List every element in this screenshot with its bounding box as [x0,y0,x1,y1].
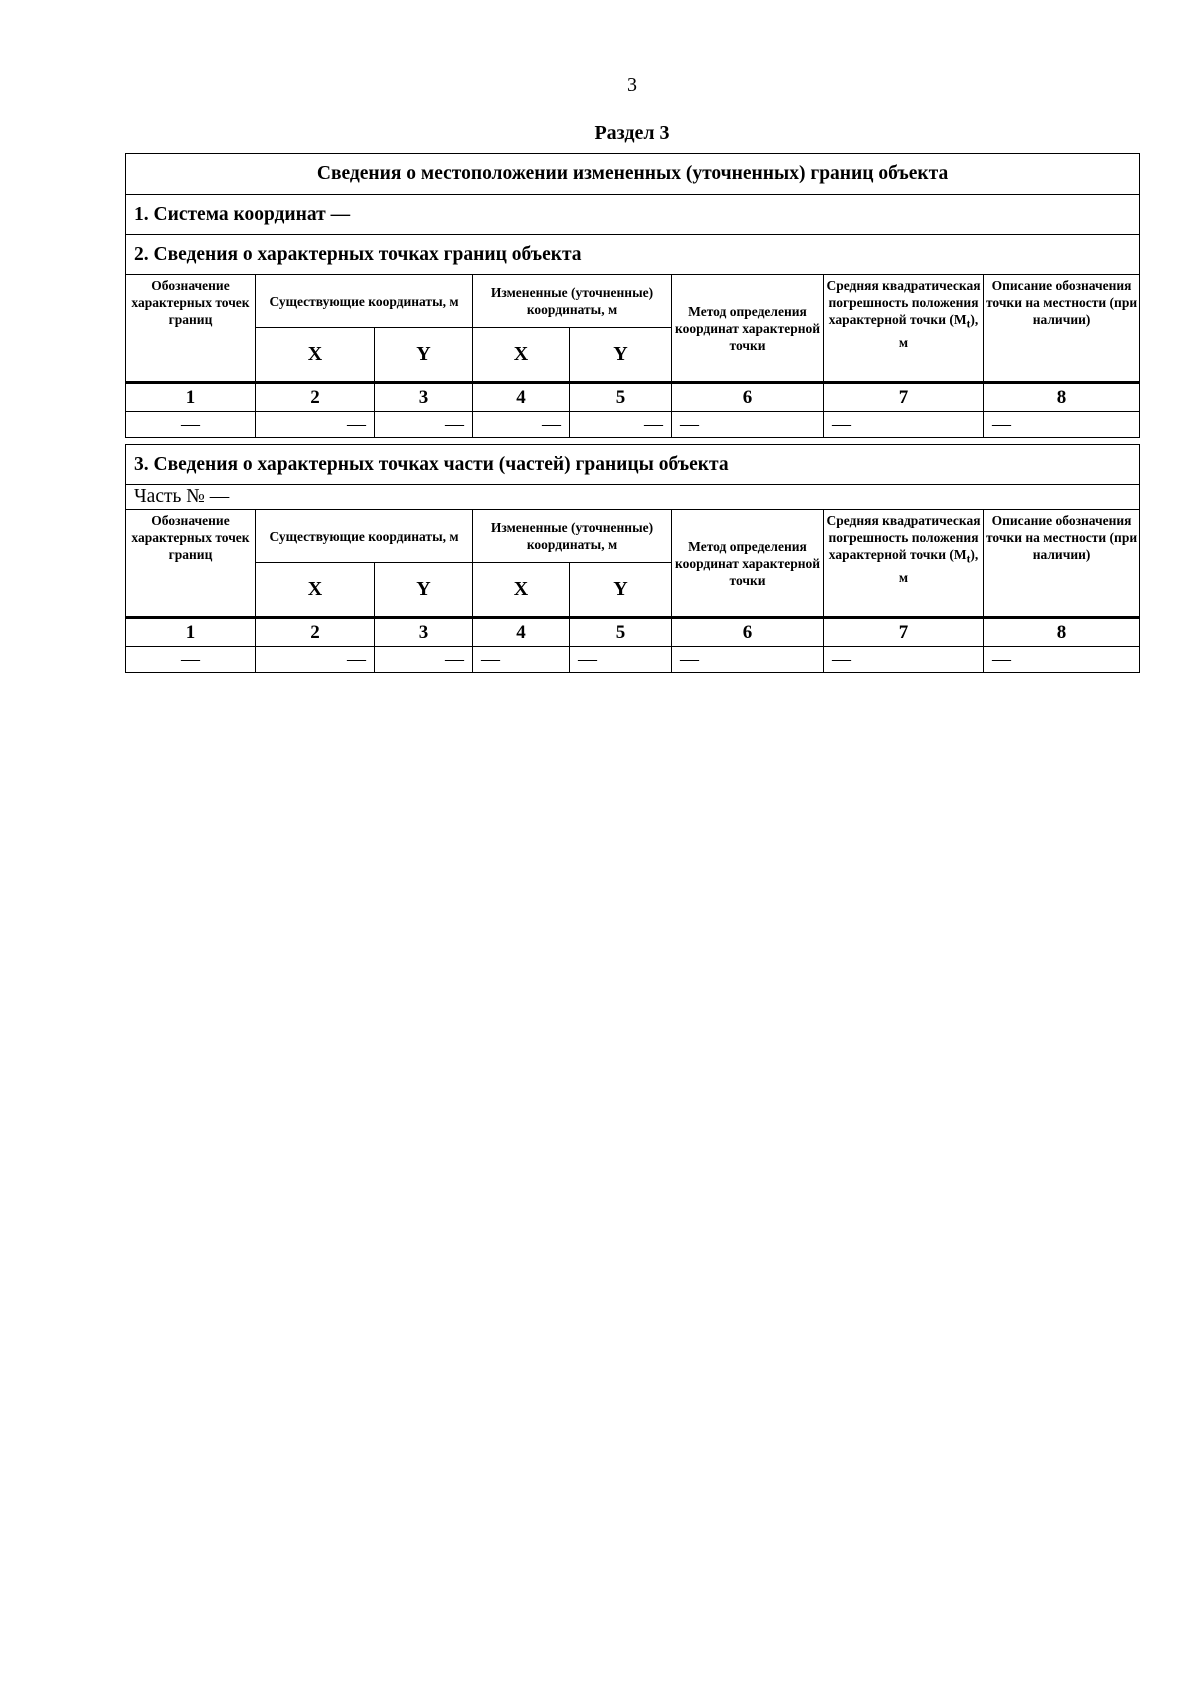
coordinate-system-row: 1. Система координат — [126,195,1140,235]
data-cell: — [570,412,672,438]
data-cell: — [126,412,256,438]
column-number: 6 [672,383,824,412]
header-changed-coordinates: Измененные (уточненные) координаты, м [473,275,672,328]
column-number: 8 [984,618,1140,647]
column-number: 4 [473,618,570,647]
header-point-designation: Обозначение характерных точек границ [126,510,256,618]
header-changed-coordinates: Измененные (уточненные) координаты, м [473,510,672,563]
header-method: Метод определения координат характерной точки [672,510,824,618]
header-y-existing: Y [375,563,473,618]
header-mean-error-tail: ), м [898,312,979,350]
header-y-existing: Y [375,328,473,383]
header-mean-error-sub: t [966,553,971,566]
data-cell: — [984,412,1140,438]
data-cell: — [126,647,256,673]
column-number: 3 [375,383,473,412]
data-cell: — [473,412,570,438]
data-cell: — [256,647,375,673]
header-description: Описание обозначения точки на местности (при наличии) [984,275,1140,383]
header-x-changed: X [473,563,570,618]
column-number: 2 [256,383,375,412]
column-number: 5 [570,383,672,412]
column-number: 1 [126,383,256,412]
section-title: Раздел 3 [594,122,670,144]
data-cell: — [672,412,824,438]
part-points-heading-row: 3. Сведения о характерных точках части (частей) границы объекта [126,445,1140,485]
column-number: 3 [375,618,473,647]
data-cell: — [570,647,672,673]
header-description: Описание обозначения точки на местности (при наличии) [984,510,1140,618]
header-mean-error [824,275,984,383]
column-number: 2 [256,618,375,647]
header-existing-coordinates: Существующие координаты, м [256,275,473,328]
column-number: 5 [570,618,672,647]
column-number: 8 [984,383,1140,412]
header-mean-error [824,510,984,618]
table-title: Сведения о местоположении измененных (уточненных) границ объекта [126,154,1140,195]
data-cell: — [984,647,1140,673]
part-boundary-table [125,444,1140,673]
data-cell: — [672,647,824,673]
page-number: 3 [627,74,637,96]
points-heading-row: 2. Сведения о характерных точках границ объекта [126,235,1140,275]
header-x-changed: X [473,328,570,383]
column-number: 7 [824,618,984,647]
data-cell: — [824,647,984,673]
header-method: Метод определения координат характерной точки [672,275,824,383]
header-mean-error-main: Средняя квадратическая погрешность положения характерной точки (M [826,278,981,327]
header-mean-error-main: Средняя квадратическая погрешность положения характерной точки (M [826,513,981,562]
header-x-existing: X [256,328,375,383]
column-number: 1 [126,618,256,647]
header-point-designation: Обозначение характерных точек границ [126,275,256,383]
data-cell: — [375,647,473,673]
boundary-table [125,153,1140,438]
column-number: 7 [824,383,984,412]
header-y-changed: Y [570,328,672,383]
data-cell: — [375,412,473,438]
data-cell: — [824,412,984,438]
header-y-changed: Y [570,563,672,618]
header-mean-error-tail: ), м [898,547,979,585]
column-number: 4 [473,383,570,412]
header-x-existing: X [256,563,375,618]
part-number-row: Часть № — [126,485,1140,510]
data-cell: — [473,647,570,673]
header-existing-coordinates: Существующие координаты, м [256,510,473,563]
column-number: 6 [672,618,824,647]
data-cell: — [256,412,375,438]
header-mean-error-sub: t [966,318,971,331]
